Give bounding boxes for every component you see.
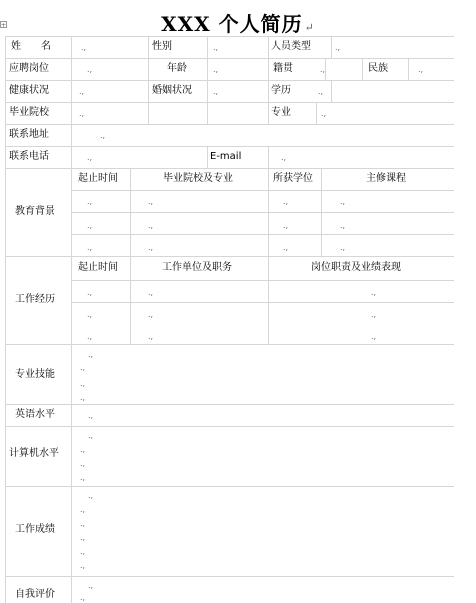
cell-computer-line-2[interactable]: .,	[80, 445, 86, 454]
cell-edu-school-3[interactable]: .,	[148, 243, 154, 252]
work-header-time: 起止时间	[78, 262, 118, 273]
cell-email-value[interactable]: .,	[281, 153, 287, 162]
cell-edu-degree-2[interactable]: .,	[283, 221, 289, 230]
cell-edu-school-1[interactable]: .,	[148, 197, 154, 206]
label-work-experience: 工作经历	[15, 294, 55, 305]
cell-skills-line-3[interactable]: .,	[80, 379, 86, 388]
cell-skills-line-4[interactable]: .,	[80, 393, 86, 402]
label-ethnicity: 民族	[368, 63, 388, 74]
cell-edu-courses-3[interactable]: .,	[340, 243, 346, 252]
cell-school-value[interactable]: .,	[79, 109, 85, 118]
cell-achievements-line-5[interactable]: .,	[80, 547, 86, 556]
cell-english-value[interactable]: .,	[88, 411, 94, 420]
cell-edu-school-2[interactable]: .,	[148, 221, 154, 230]
cell-edu-time-2[interactable]: .,	[87, 221, 93, 230]
cell-position-value[interactable]: .,	[87, 65, 93, 74]
cell-marital-value[interactable]: .,	[213, 87, 219, 96]
cell-edu-time-1[interactable]: .,	[87, 197, 93, 206]
label-gender: 性别	[152, 41, 172, 52]
cell-edu-courses-1[interactable]: .,	[340, 197, 346, 206]
cell-work-company-1[interactable]: .,	[148, 288, 154, 297]
edu-header-courses: 主修课程	[366, 173, 406, 184]
cell-skills-line-2[interactable]: .,	[80, 363, 86, 372]
cell-edu-time-3[interactable]: .,	[87, 243, 93, 252]
cell-work-company-3[interactable]: .,	[148, 332, 154, 341]
cell-achievements-line-1[interactable]: .,	[88, 491, 94, 500]
label-school: 毕业院校	[9, 107, 49, 118]
cell-achievements-line-6[interactable]: .,	[80, 561, 86, 570]
cell-education-value[interactable]: .,	[318, 87, 324, 96]
cell-address-value[interactable]: .,	[100, 131, 106, 140]
cell-edu-degree-3[interactable]: .,	[283, 243, 289, 252]
cell-self-eval-line-2[interactable]: .,	[80, 593, 86, 602]
label-name: 姓 名	[11, 41, 51, 52]
label-edu-background: 教育背景	[15, 206, 55, 217]
label-achievements: 工作成绩	[15, 524, 55, 535]
cell-work-time-2[interactable]: .,	[87, 310, 93, 319]
cell-edu-degree-1[interactable]: .,	[283, 197, 289, 206]
table-anchor-icon[interactable]: +	[1, 22, 7, 29]
label-education: 学历	[271, 85, 291, 96]
label-phone: 联系电话	[9, 151, 49, 162]
cell-phone-value[interactable]: .,	[87, 153, 93, 162]
cell-health-value[interactable]: .,	[79, 87, 85, 96]
cell-work-duties-1[interactable]: .,	[371, 288, 377, 297]
edu-header-degree: 所获学位	[273, 173, 313, 184]
cell-work-time-3[interactable]: .,	[87, 332, 93, 341]
label-english: 英语水平	[15, 409, 55, 420]
edu-header-time: 起止时间	[78, 173, 118, 184]
label-native-place: 籍贯	[273, 63, 293, 74]
cell-computer-line-1[interactable]: .,	[88, 431, 94, 440]
cell-skills-line-1[interactable]: .,	[88, 350, 94, 359]
cell-major-value[interactable]: .,	[321, 109, 327, 118]
label-skills: 专业技能	[15, 369, 55, 380]
cell-person-type-value[interactable]: .,	[335, 43, 341, 52]
cell-ethnicity-value[interactable]: .,	[418, 65, 424, 74]
label-person-type: 人员类型	[271, 41, 311, 52]
cell-age-value[interactable]: .,	[213, 65, 219, 74]
cell-computer-line-3[interactable]: .,	[80, 459, 86, 468]
cell-native-place-value[interactable]: .,	[320, 65, 326, 74]
cell-achievements-line-4[interactable]: .,	[80, 533, 86, 542]
cell-work-duties-2[interactable]: .,	[371, 310, 377, 319]
resume-table	[5, 36, 454, 603]
work-header-duties: 岗位职责及业绩表现	[311, 262, 401, 273]
label-health: 健康状况	[9, 85, 49, 96]
cell-work-company-2[interactable]: .,	[148, 310, 154, 319]
label-self-eval: 自我评价	[15, 589, 55, 600]
label-email: E-mail	[210, 151, 242, 162]
label-marital: 婚姻状况	[152, 85, 192, 96]
page-title: XXX 个人简历 ↵	[161, 12, 315, 36]
label-age: 年龄	[167, 63, 187, 74]
edu-header-school: 毕业院校及专业	[163, 173, 233, 184]
work-header-company: 工作单位及职务	[162, 262, 232, 273]
label-address: 联系地址	[9, 129, 49, 140]
label-position: 应聘岗位	[9, 63, 49, 74]
cell-self-eval-line-1[interactable]: .,	[88, 581, 94, 590]
cell-gender-value[interactable]: .,	[213, 43, 219, 52]
label-computer: 计算机水平	[9, 448, 59, 459]
cell-work-duties-3[interactable]: .,	[371, 332, 377, 341]
cell-achievements-line-3[interactable]: .,	[80, 519, 86, 528]
cell-edu-courses-2[interactable]: .,	[340, 221, 346, 230]
cell-name-value[interactable]: .,	[81, 43, 87, 52]
cell-computer-line-4[interactable]: .,	[80, 473, 86, 482]
cell-achievements-line-2[interactable]: .,	[80, 505, 86, 514]
label-major: 专业	[271, 107, 291, 118]
cell-work-time-1[interactable]: .,	[87, 288, 93, 297]
